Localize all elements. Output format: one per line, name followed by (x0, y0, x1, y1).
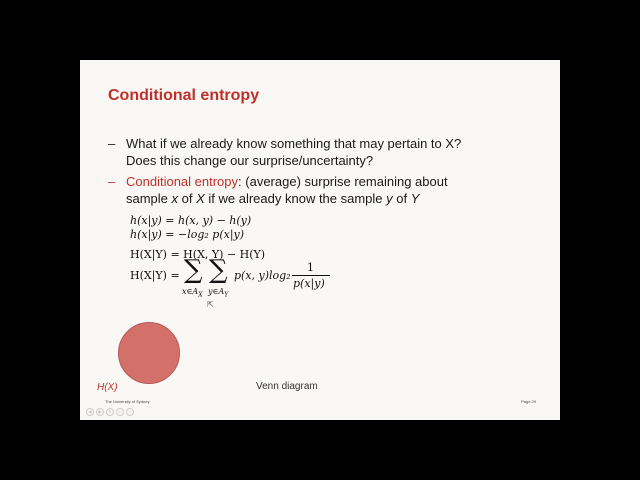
equation-2: h(x|y) = −log₂ p(x|y) (130, 228, 245, 241)
fraction-denominator: p(x|y) (293, 277, 325, 290)
sum-symbol: ∑ (209, 255, 228, 285)
equation-4-lhs: H(X|Y) = (130, 269, 180, 282)
var-y: y (386, 191, 393, 206)
text: X (198, 291, 203, 299)
sum-subscript-x (182, 287, 203, 299)
mouse-cursor-icon: ⇱ (207, 300, 214, 309)
sum-subscript-y (208, 287, 228, 299)
bullet-2-text: : (average) surprise remaining about (238, 174, 448, 189)
term-conditional-entropy: Conditional entropy (126, 174, 239, 189)
venn-caption: Venn diagram (256, 381, 318, 392)
var-X: X (196, 191, 205, 206)
var-x: x (171, 191, 179, 206)
text: if we already know the sample (204, 191, 387, 206)
bullet-1-line-2: Does this change our surprise/uncertainty? (126, 153, 374, 168)
slide-nav-controls[interactable] (86, 408, 134, 416)
text: sample (126, 191, 172, 206)
venn-circle-hx (118, 322, 180, 384)
slide-title: Conditional entropy (108, 87, 260, 104)
var-Y: Y (410, 191, 420, 206)
text: of (178, 191, 197, 206)
text: x∈A (182, 287, 199, 296)
zoom-icon[interactable]: ⌕ (116, 408, 124, 416)
bullet-1-line-1: What if we already know something that may pertain to X? (126, 136, 462, 151)
bullet-dash: – (108, 136, 116, 151)
bullet-dash: – (108, 174, 116, 189)
text: y∈A (208, 287, 225, 296)
text: of (392, 191, 411, 206)
equation-3: H(X|Y) = H(X, Y) − H(Y) (130, 248, 266, 261)
footer-page-number: Page 29 (521, 399, 536, 404)
next-icon[interactable]: ▶ (96, 408, 104, 416)
footer-university: The University of Sydney (105, 399, 150, 404)
fraction-numerator: 1 (307, 261, 314, 274)
text: Y (224, 291, 229, 299)
menu-icon[interactable]: ⋯ (128, 409, 132, 414)
prev-icon[interactable]: ◀ (86, 408, 94, 416)
fraction-bar (292, 275, 330, 276)
equation-4-term: p(x, y)log₂ (234, 269, 291, 282)
pen-icon[interactable]: ✎ (106, 408, 114, 416)
sum-symbol: ∑ (184, 255, 203, 285)
venn-label-hx: H(X) (97, 382, 118, 393)
equation-1: h(x|y) = h(x, y) − h(y) (130, 214, 252, 227)
slide (80, 60, 560, 420)
